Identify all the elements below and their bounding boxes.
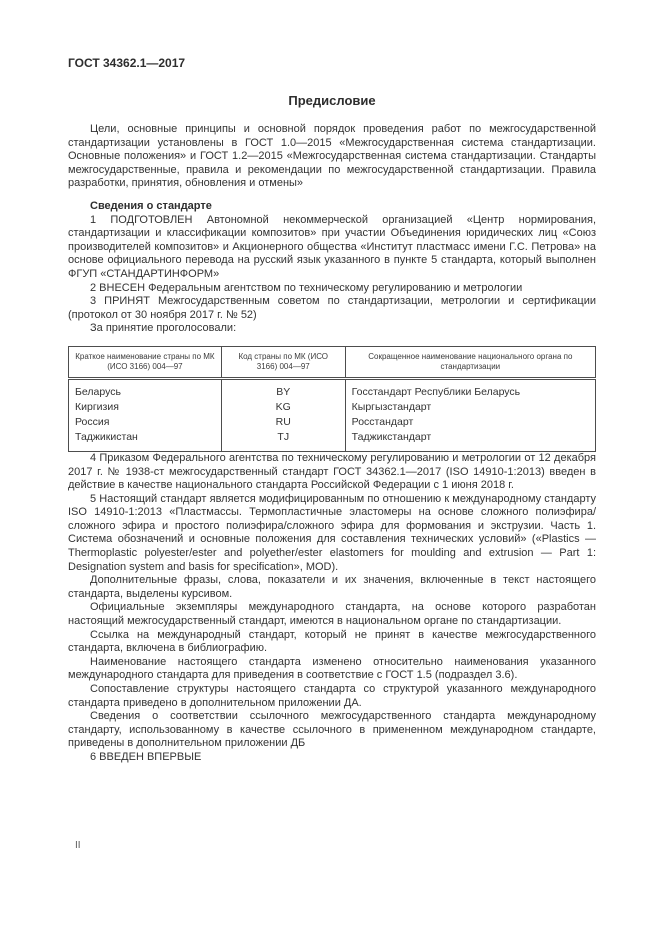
page-title: Предисловие (288, 93, 376, 108)
vote-table (68, 346, 596, 452)
note-paragraph: Сведения о соответствии ссылочного межгосударственного стандарта международному стандарту, использованному в качестве ссылочного в примененном международном стандарте, приведены в дополнительном приложении ДБ (68, 710, 596, 750)
page-content (68, 56, 596, 765)
standard-info-heading: Сведения о стандарте (90, 199, 212, 212)
note-paragraph: Дополнительные фразы, слова, показатели и их значения, включенные в текст настоящего стандарта, выделены курсивом. (68, 574, 596, 600)
vote-caption: За принятие проголосовали: (90, 322, 237, 335)
cell-country: Таджикистан (75, 430, 138, 443)
adopted-paragraph: 3 ПРИНЯТ Межгосударственным советом по стандартизации, метрологии и сертификации (протокол от 30 ноября 2017 г. № 52) (68, 295, 596, 321)
cell-code: TJ (221, 430, 345, 452)
table-row (69, 378, 596, 400)
prepared-paragraph: 1 ПОДГОТОВЛЕН Автономной некоммерческой организацией «Центр нормирования, стандартизации и классификации композитов» при участии Объединения юридических лиц «Союз производителей композитов» и Акционерного общества «Институт пластмасс имени Г.С. Петрова» на основе официального перевода на русский язык указанного в пункте 5 стандарта, который выполнен ФГУП «СТАНДАРТИНФОРМ» (68, 213, 596, 280)
note-paragraph: Сопоставление структуры настоящего стандарта со структурой указанного международного стандарта приведено в дополнительном приложении ДА. (68, 683, 596, 709)
gost-number: ГОСТ 34362.1—2017 (68, 56, 186, 70)
cell-country: Россия (75, 415, 110, 428)
cell-org: Росстандарт (345, 415, 595, 430)
table-header-country: Краткое наименование страны по МК (ИСО 3166) 004—97 (69, 346, 222, 378)
cell-code: KG (221, 400, 345, 415)
modified-standard-paragraph: 5 Настоящий стандарт является модифицированным по отношению к международному стандарту ISO 14910-1:2013 «Пластмассы. Термопластичные эластомеры на основе сложного полиэфира/сложного эфира и простого полиэфира/сложного эфира для формования и экструзии. Часть 1. Система обозначений и основные положения для составления технических условий» («Plastics — Thermoplastic polyester/ester and polyether/ester elastomers for moulding and extrusion — Part 1: Designation system and basis for specification», MOD). (68, 492, 596, 573)
note-paragraph: Ссылка на международный стандарт, который не принят в качестве межгосударственного стандарта, включена в библиографию. (68, 628, 596, 655)
cell-code: RU (221, 415, 345, 430)
intro-paragraph: Цели, основные принципы и основной порядок проведения работ по межгосударственной стандартизации установлены в ГОСТ 1.0—2015 «Межгосударственная система стандартизации. Основные положения» и ГОСТ 1.2—2015 «Межгосударственная система стандартизации. Стандарты межгосударственные, правила и рекомендации по межгосударственной стандартизации. Правила разработки, принятия, обновления и отмены» (68, 123, 596, 190)
table-row (69, 430, 596, 452)
cell-country: Киргизия (75, 400, 119, 413)
introduced-first-paragraph: 6 ВВЕДЕН ВПЕРВЫЕ (90, 750, 202, 763)
cell-org: Госстандарт Республики Беларусь (345, 378, 595, 400)
table-header-code: Код страны по МК (ИСО 3166) 004—97 (221, 346, 345, 378)
table-header-row (69, 346, 596, 378)
table-row (69, 415, 596, 430)
cell-org: Таджикстандарт (345, 430, 595, 452)
cell-code: BY (221, 378, 345, 400)
note-paragraph: Наименование настоящего стандарта изменено относительно наименования указанного международного стандарта для приведения в соответствие с ГОСТ 1.5 (подраздел 3.6). (68, 655, 596, 682)
order-paragraph: 4 Приказом Федерального агентства по техническому регулированию и метрологии от 12 декабря 2017 г. № 1938-ст межгосударственный стандарт ГОСТ 34362.1—2017 (ISO 14910-1:2013) введен в действие в качестве национального стандарта Российской Федерации с 1 июня 2018 г. (68, 451, 596, 492)
cell-country: Беларусь (75, 385, 121, 398)
cell-org: Кыргызстандарт (345, 400, 595, 415)
submitted-paragraph: 2 ВНЕСЕН Федеральным агентством по техническому регулированию и метрологии (90, 281, 523, 294)
table-row (69, 400, 596, 415)
page-number: II (75, 840, 81, 851)
note-paragraph: Официальные экземпляры международного стандарта, на основе которого разработан настоящий межгосударственный стандарт, имеются в национальном органе по стандартизации. (68, 601, 596, 628)
table-header-org: Сокращенное наименование национального органа по стандартизации (345, 346, 595, 378)
